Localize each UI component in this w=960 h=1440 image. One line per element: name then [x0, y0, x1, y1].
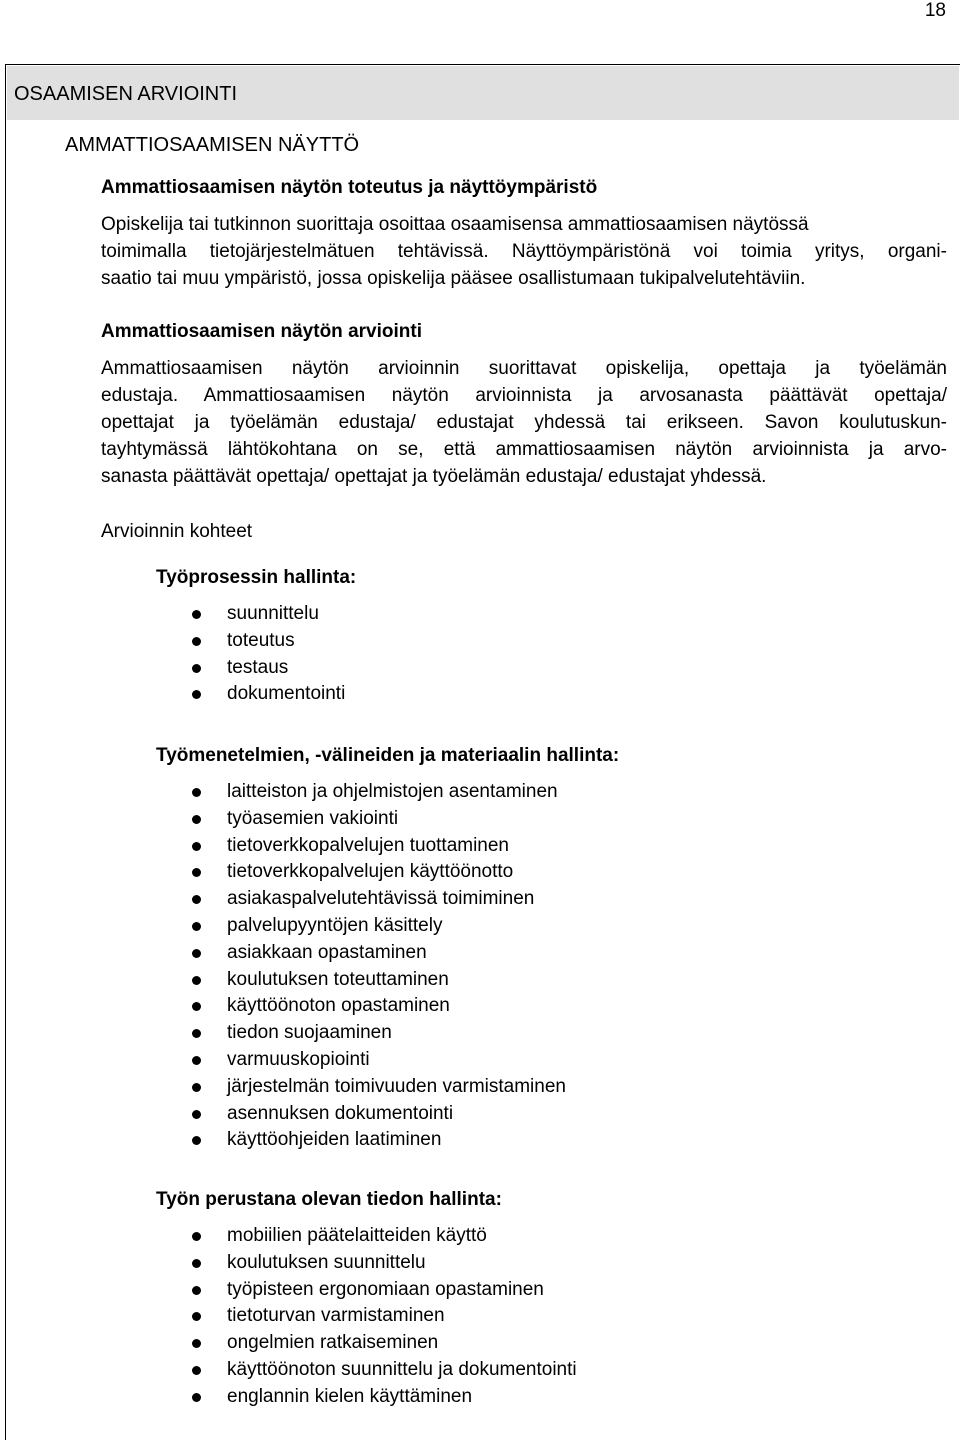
- list-item: tietoverkkopalvelujen käyttöönotto: [156, 859, 566, 886]
- list-item: varmuuskopiointi: [156, 1047, 566, 1074]
- list-item: dokumentointi: [156, 681, 345, 708]
- bullet-icon: [192, 868, 201, 877]
- list-heading-knowledge: Työn perustana olevan tiedon hallinta:: [156, 1189, 502, 1210]
- list-item: ongelmien ratkaiseminen: [156, 1330, 577, 1357]
- implementation-line: Opiskelija tai tutkinnon suorittaja osoittaa osaamisensa ammattiosaamisen näytössä: [101, 214, 809, 235]
- list-item: työpisteen ergonomiaan opastaminen: [156, 1277, 577, 1304]
- implementation-line: toimimalla tietojärjestelmätuen tehtävissä. Näyttöympäristönä voi toimia yritys, organi-: [101, 241, 947, 262]
- list-item: asiakkaan opastaminen: [156, 940, 566, 967]
- assessment-line: Ammattiosaamisen näytön arvioinnin suorittavat opiskelija, opettaja ja työelämän: [101, 358, 947, 379]
- targets-heading: Arvioinnin kohteet: [101, 521, 253, 542]
- bullet-icon: [192, 949, 201, 958]
- list-item: tietoturvan varmistaminen: [156, 1303, 577, 1330]
- section-title: OSAAMISEN ARVIOINTI: [14, 83, 238, 105]
- bullet-icon: [192, 1029, 201, 1038]
- list-item: työasemien vakiointi: [156, 806, 566, 833]
- bullet-icon: [192, 976, 201, 985]
- targets-section: [101, 520, 947, 544]
- list-item: testaus: [156, 655, 345, 682]
- implementation-line: saatio tai muu ympäristö, jossa opiskelija pääsee osallistumaan tukipalvelutehtäviin.: [101, 268, 806, 289]
- bullet-icon: [192, 637, 201, 646]
- subsection-title: AMMATTIOSAAMISEN NÄYTTÖ: [65, 134, 360, 156]
- bullet-icon: [192, 895, 201, 904]
- bullet-icon: [192, 1366, 201, 1375]
- list-heading-methods: Työmenetelmien, -välineiden ja materiaalin hallinta:: [156, 745, 620, 766]
- bullet-icon: [192, 1232, 201, 1241]
- list-item: toteutus: [156, 628, 345, 655]
- assessment-line: tayhtymässä lähtökohtana on se, että ammattiosaamisen näytön arvioinnista ja arvo-: [101, 439, 947, 460]
- list-item: asiakaspalvelutehtävissä toimiminen: [156, 886, 566, 913]
- bullet-icon: [192, 1083, 201, 1092]
- bullet-icon: [192, 1002, 201, 1011]
- implementation-text: [101, 211, 947, 292]
- bullet-icon: [192, 1110, 201, 1119]
- list-item: käyttöönoton suunnittelu ja dokumentointi: [156, 1357, 577, 1384]
- list-item: käyttöohjeiden laatiminen: [156, 1127, 566, 1154]
- list-knowledge: [156, 1223, 577, 1411]
- bullet-icon: [192, 1393, 201, 1402]
- bullet-icon: [192, 1312, 201, 1321]
- list-item: järjestelmän toimivuuden varmistaminen: [156, 1074, 566, 1101]
- assessment-line: sanasta päättävät opettaja/ opettajat ja työelämän edustaja/ edustajat yhdessä.: [101, 466, 767, 487]
- list-item: koulutuksen suunnittelu: [156, 1250, 577, 1277]
- bullet-icon: [192, 1259, 201, 1268]
- list-heading-work-process: Työprosessin hallinta:: [156, 567, 357, 588]
- assessment-section: [101, 320, 947, 344]
- bullet-icon: [192, 690, 201, 699]
- list-item: laitteiston ja ohjelmistojen asentaminen: [156, 779, 566, 806]
- assessment-text: [101, 355, 947, 490]
- list-methods: [156, 779, 566, 1154]
- bullet-icon: [192, 842, 201, 851]
- list-item: käyttöönoton opastaminen: [156, 993, 566, 1020]
- bullet-icon: [192, 1136, 201, 1145]
- bullet-icon: [192, 1286, 201, 1295]
- list-item: suunnittelu: [156, 601, 345, 628]
- bullet-icon: [192, 664, 201, 673]
- bullet-icon: [192, 1339, 201, 1348]
- list-item: tiedon suojaaminen: [156, 1020, 566, 1047]
- list-work-process: [156, 601, 345, 708]
- bullet-icon: [192, 922, 201, 931]
- bullet-icon: [192, 788, 201, 797]
- list-item: asennuksen dokumentointi: [156, 1101, 566, 1128]
- bullet-icon: [192, 1056, 201, 1065]
- list-item: mobiilien päätelaitteiden käyttö: [156, 1223, 577, 1250]
- list-item: koulutuksen toteuttaminen: [156, 967, 566, 994]
- list-item: palvelupyyntöjen käsittely: [156, 913, 566, 940]
- assessment-line: opettajat ja työelämän edustaja/ edustajat yhdessä tai erikseen. Savon koulutuskun-: [101, 412, 947, 433]
- page-number: 18: [924, 0, 946, 21]
- assessment-line: edustaja. Ammattiosaamisen näytön arvioinnista ja arvosanasta päättävät opettaja/: [101, 385, 947, 406]
- implementation-section: [101, 176, 947, 200]
- implementation-heading: Ammattiosaamisen näytön toteutus ja näyttöympäristö: [101, 177, 598, 198]
- list-item: englannin kielen käyttäminen: [156, 1384, 577, 1411]
- bullet-icon: [192, 815, 201, 824]
- bullet-icon: [192, 610, 201, 619]
- list-item: tietoverkkopalvelujen tuottaminen: [156, 833, 566, 860]
- section-header: [7, 66, 959, 120]
- assessment-heading: Ammattiosaamisen näytön arviointi: [101, 321, 422, 342]
